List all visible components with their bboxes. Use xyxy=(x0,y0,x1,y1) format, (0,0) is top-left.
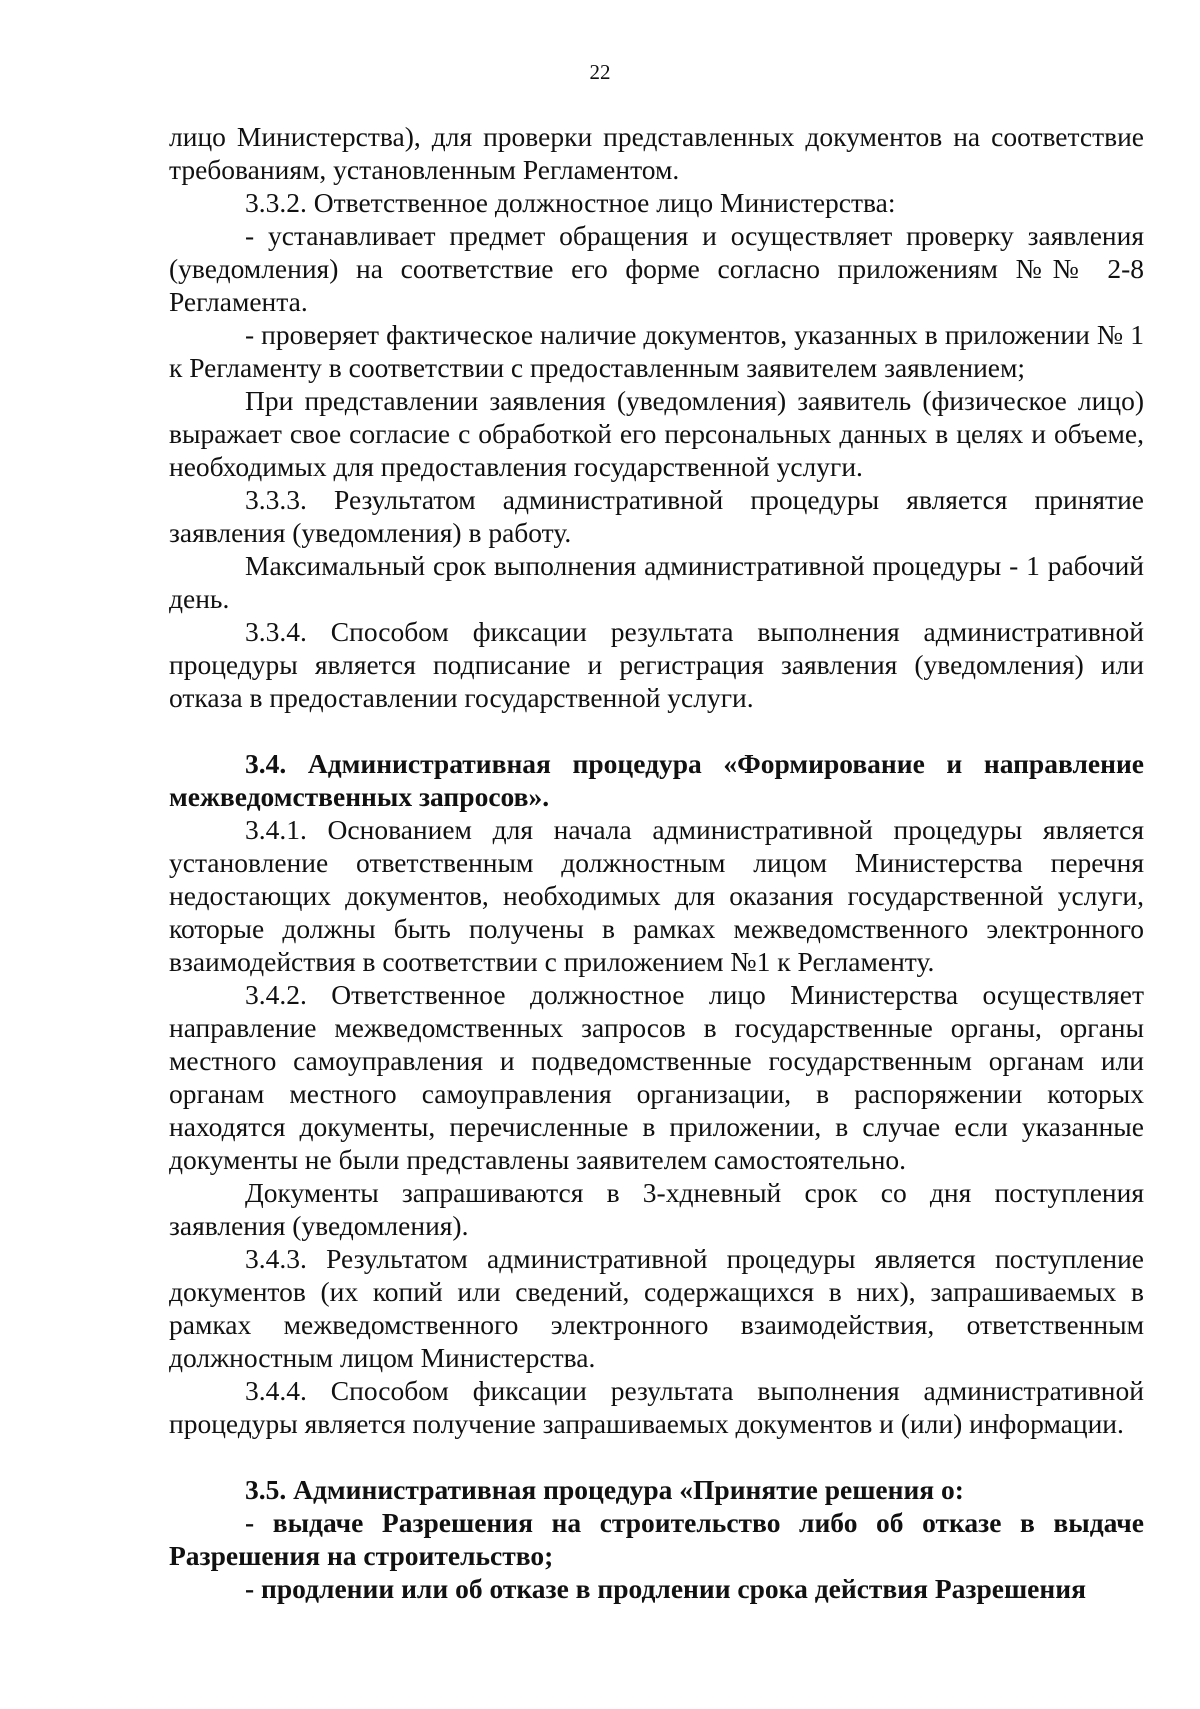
paragraph: Максимальный срок выполнения административной процедуры - 1 рабочий день. xyxy=(169,550,1144,614)
paragraph-3-3-4: 3.3.4. Способом фиксации результата выполнения административной процедуры является подписание и регистрация заявления (уведомления) или отказа в предоставлении государственной услуги. xyxy=(169,616,1144,713)
paragraph-3-4-1: 3.4.1. Основанием для начала административной процедуры является установление ответственным должностным лицом Министерства перечня недостающих документов, необходимых для оказания государственной услуги, которые должны быть получены в рамках межведомственного электронного взаимодействия в соответствии с приложением №1 к Регламенту. xyxy=(169,814,1144,977)
section-heading-3-5: 3.5. Административная процедура «Принятие решения о: xyxy=(245,1474,964,1505)
heading-list-item: - продлении или об отказе в продлении срока действия Разрешения xyxy=(245,1573,1086,1604)
paragraph-continuation: лицо Министерства), для проверки представленных документов на соответствие требованиям, установленным Регламентом. xyxy=(169,121,1144,185)
section-heading-3-4: 3.4. Административная процедура «Формирование и направление межведомственных запросов». xyxy=(169,748,1144,812)
document-body xyxy=(169,120,1144,1605)
paragraph-3-3-3: 3.3.3. Результатом административной процедуры является принятие заявления (уведомления) в работу. xyxy=(169,484,1144,548)
paragraph-3-4-4: 3.4.4. Способом фиксации результата выполнения административной процедуры является получение запрашиваемых документов и (или) информации. xyxy=(169,1375,1144,1439)
page-number: 22 xyxy=(589,60,611,84)
paragraph-3-4-3: 3.4.3. Результатом административной процедуры является поступление документов (их копий или сведений, содержащихся в них), запрашиваемых в рамках межведомственного электронного взаимодействия, ответственным должностным лицом Министерства. xyxy=(169,1243,1144,1373)
paragraph: При представлении заявления (уведомления) заявитель (физическое лицо) выражает свое согласие с обработкой его персональных данных в целях и объеме, необходимых для предоставления государственной услуги. xyxy=(169,385,1144,482)
paragraph-list-item: - проверяет фактическое наличие документов, указанных в приложении № 1 к Регламенту в соответствии с предоставленным заявителем заявлением; xyxy=(169,319,1144,383)
paragraph-list-item: - устанавливает предмет обращения и осуществляет проверку заявления (уведомления) на соответствие его форме согласно приложениям №№ 2-8 Регламента. xyxy=(169,220,1144,317)
paragraph-3-4-2: 3.4.2. Ответственное должностное лицо Министерства осуществляет направление межведомственных запросов в государственные органы, органы местного самоуправления и подведомственные государственным органам или органам местного самоуправления организации, в распоряжении которых находятся документы, перечисленные в приложении, в случае если указанные документы не были представлены заявителем самостоятельно. xyxy=(169,979,1144,1175)
paragraph: Документы запрашиваются в 3-хдневный срок со дня поступления заявления (уведомления). xyxy=(169,1177,1144,1241)
heading-list-item: - выдаче Разрешения на строительство либо об отказе в выдаче Разрешения на строительство; xyxy=(169,1507,1144,1571)
paragraph-3-3-2: 3.3.2. Ответственное должностное лицо Министерства: xyxy=(245,187,896,218)
